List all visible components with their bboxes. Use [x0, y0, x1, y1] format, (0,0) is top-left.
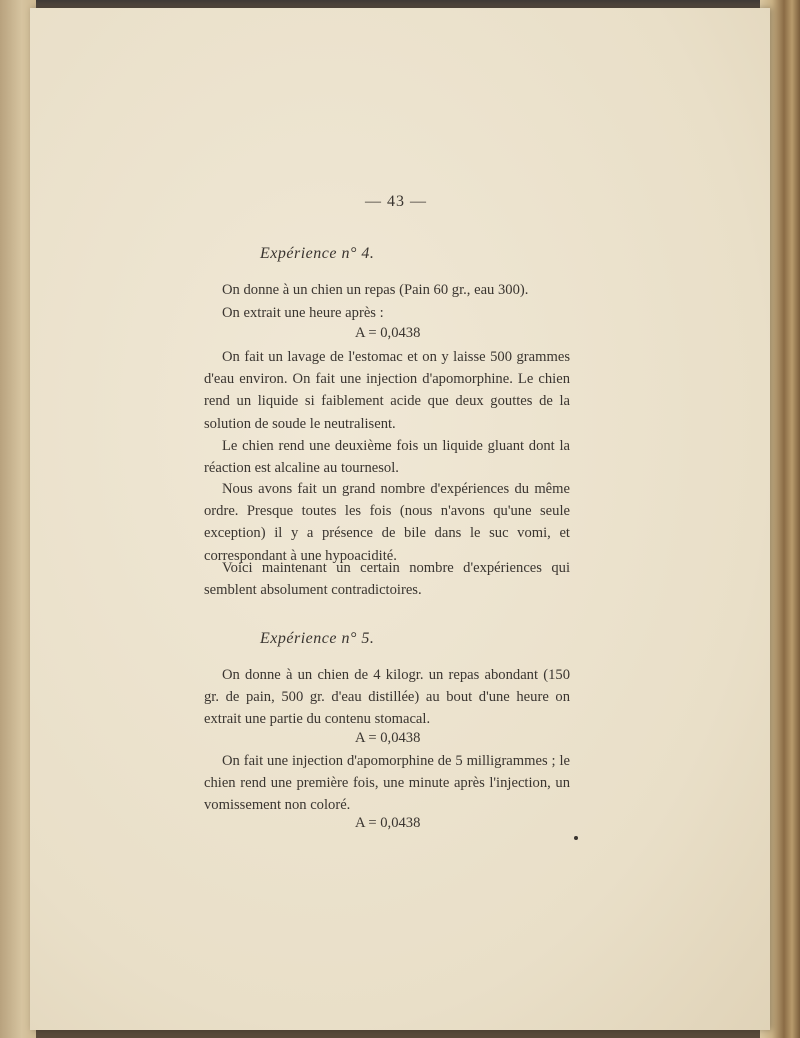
section-heading: Expérience n° 4.: [260, 245, 375, 262]
paragraph: On fait un lavage de l'estomac et on y laisse 500 grammes d'eau environ. On fait une injection d'apomorphine. Le chien rend un liquide si faiblement acide que deux gouttes de la solution de soude le neutralisent.: [204, 349, 570, 432]
paragraph: On donne à un chien un repas (Pain 60 gr., eau 300).: [222, 282, 529, 298]
paragraph: Voici maintenant un certain nombre d'expériences qui semblent absolument contradictoires.: [204, 560, 570, 599]
ink-dot: [574, 836, 578, 840]
paragraph: Nous avons fait un grand nombre d'expériences du même ordre. Presque toutes les fois (nous n'avons qu'une seule exception) il y a présence de bile dans le suc vomi, et correspondant à une hypoacidité.: [204, 481, 570, 564]
paragraph: On extrait une heure après :: [222, 305, 384, 321]
formula: A = 0,0438: [355, 815, 421, 831]
page-number: — 43 —: [365, 193, 427, 210]
paragraph: Le chien rend une deuxième fois un liquide gluant dont la réaction est alcaline au tournesol.: [204, 438, 570, 477]
paragraph: On donne à un chien de 4 kilogr. un repas abondant (150 gr. de pain, 500 gr. d'eau distillée) au bout d'une heure on extrait une partie du contenu stomacal.: [204, 667, 570, 728]
book-page: [30, 8, 770, 1030]
formula: A = 0,0438: [355, 325, 421, 341]
section-heading: Expérience n° 5.: [260, 630, 375, 647]
paragraph: On fait une injection d'apomorphine de 5 milligrammes ; le chien rend une première fois, une minute après l'injection, un vomissement non coloré.: [204, 753, 570, 814]
formula: A = 0,0438: [355, 730, 421, 746]
